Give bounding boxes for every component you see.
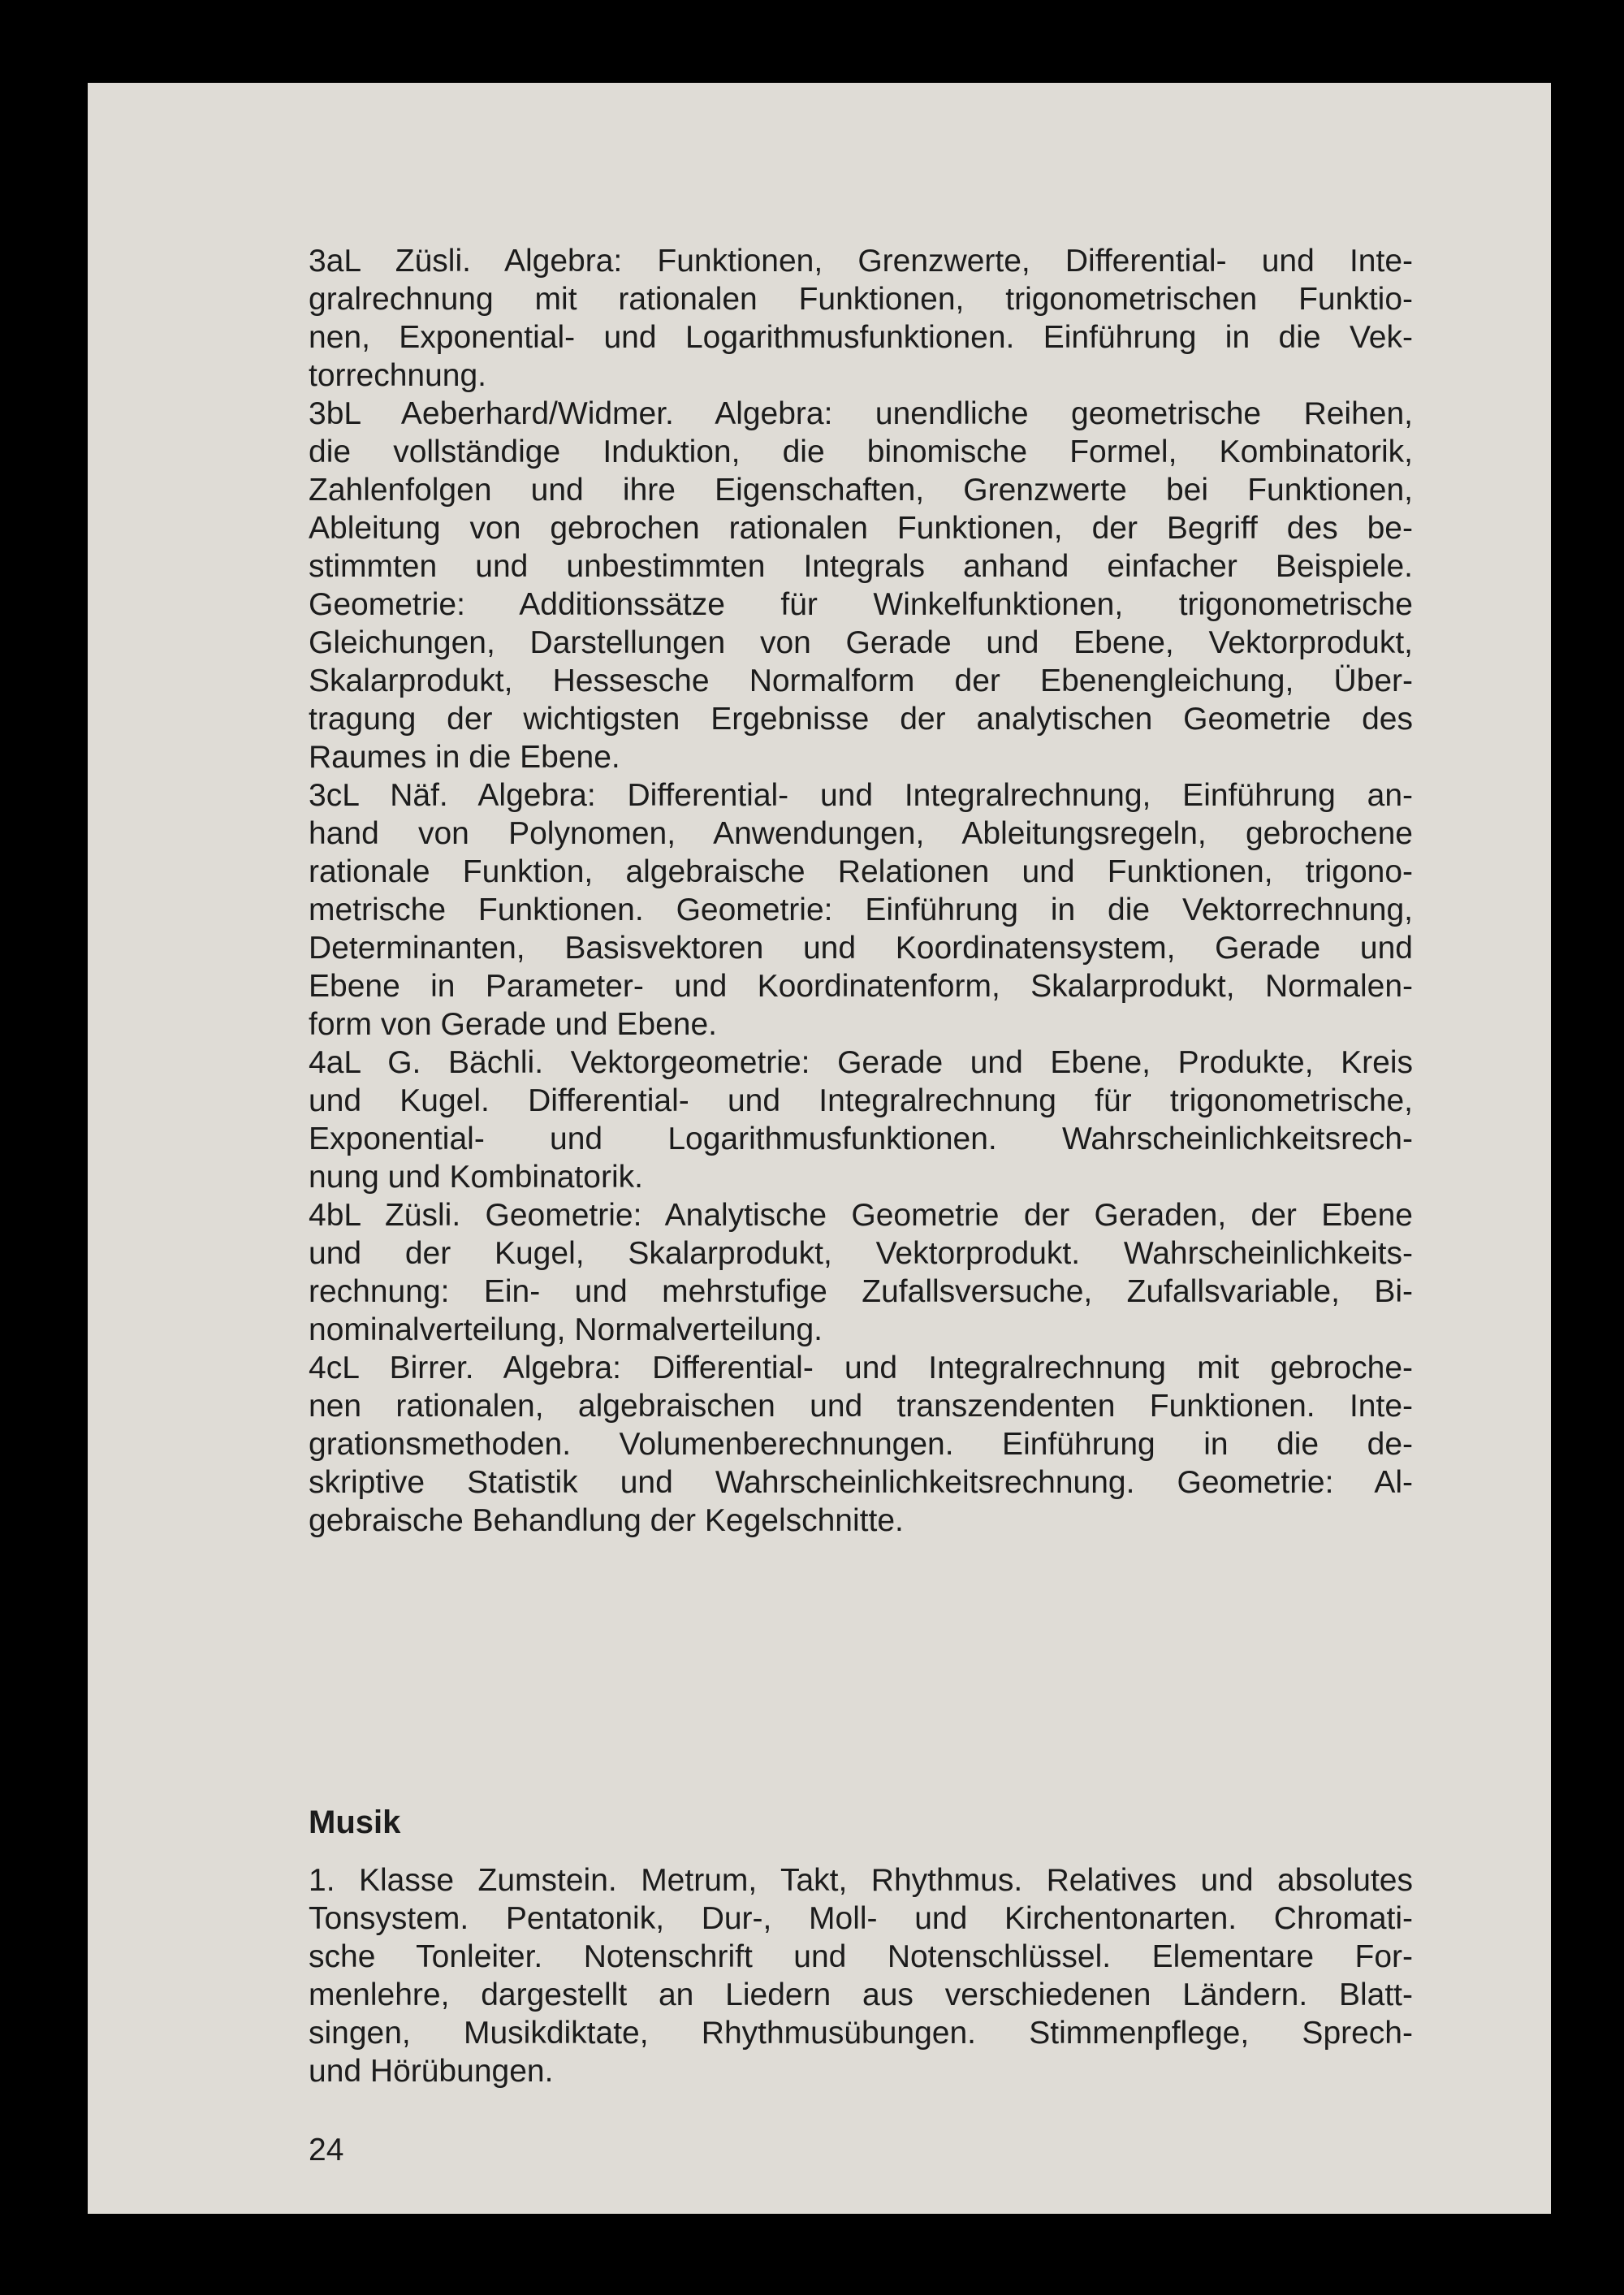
- text-line: 3cL Näf. Algebra: Differential- und Integralrechnung, Einführung an-: [309, 778, 1413, 813]
- text-line: Determinanten, Basisvektoren und Koordinatensystem, Gerade und: [309, 931, 1413, 966]
- text-line: metrische Funktionen. Geometrie: Einführung in die Vektorrechnung,: [309, 892, 1413, 927]
- text-line: rechnung: Ein- und mehrstufige Zufallsversuche, Zufallsvariable, Bi-: [309, 1274, 1413, 1309]
- text-line: sche Tonleiter. Notenschrift und Notenschlüssel. Elementare For-: [309, 1939, 1413, 1974]
- text-line: Skalarprodukt, Hessesche Normalform der Ebenengleichung, Über-: [309, 663, 1413, 698]
- text-line: Ableitung von gebrochen rationalen Funktionen, der Begriff des be-: [309, 511, 1413, 546]
- text-line: nen, Exponential- und Logarithmusfunktionen. Einführung in die Vek-: [309, 320, 1413, 355]
- text-line: rationale Funktion, algebraische Relationen und Funktionen, trigono-: [309, 854, 1413, 889]
- text-line: Gleichungen, Darstellungen von Gerade und Ebene, Vektorprodukt,: [309, 625, 1413, 660]
- text-line: 4aL G. Bächli. Vektorgeometrie: Gerade und Ebene, Produkte, Kreis: [309, 1045, 1413, 1080]
- text-line: nominalverteilung, Normalverteilung.: [309, 1312, 823, 1347]
- text-line: Zahlenfolgen und ihre Eigenschaften, Grenzwerte bei Funktionen,: [309, 473, 1413, 508]
- text-line: nen rationalen, algebraischen und transzendenten Funktionen. Inte-: [309, 1389, 1413, 1424]
- text-line: und der Kugel, Skalarprodukt, Vektorprodukt. Wahrscheinlichkeits-: [309, 1236, 1413, 1271]
- text-line: und Hörübungen.: [309, 2054, 554, 2089]
- text-line: gebraische Behandlung der Kegelschnitte.: [309, 1503, 904, 1538]
- text-line: Geometrie: Additionssätze für Winkelfunktionen, trigonometrische: [309, 587, 1413, 622]
- text-line: die vollständige Induktion, die binomische Formel, Kombinatorik,: [309, 434, 1413, 469]
- text-line: Raumes in die Ebene.: [309, 740, 620, 775]
- text-line: 1. Klasse Zumstein. Metrum, Takt, Rhythmus. Relatives und absolutes: [309, 1863, 1413, 1898]
- text-line: form von Gerade und Ebene.: [309, 1007, 717, 1042]
- text-line: 3bL Aeberhard/Widmer. Algebra: unendliche geometrische Reihen,: [309, 396, 1413, 431]
- text-line: Tonsystem. Pentatonik, Dur-, Moll- und Kirchentonarten. Chromati-: [309, 1901, 1413, 1936]
- text-line: tragung der wichtigsten Ergebnisse der analytischen Geometrie des: [309, 702, 1413, 737]
- text-line: 4bL Züsli. Geometrie: Analytische Geometrie der Geraden, der Ebene: [309, 1198, 1413, 1233]
- text-line: grationsmethoden. Volumenberechnungen. Einführung in die de-: [309, 1427, 1413, 1462]
- text-line: menlehre, dargestellt an Liedern aus verschiedenen Ländern. Blatt-: [309, 1977, 1413, 2012]
- text-line: Ebene in Parameter- und Koordinatenform, Skalarprodukt, Normalen-: [309, 969, 1413, 1004]
- text-line: 3aL Züsli. Algebra: Funktionen, Grenzwerte, Differential- und Inte-: [309, 244, 1413, 279]
- text-line: torrechnung.: [309, 358, 486, 393]
- page-number: 24: [309, 2133, 344, 2168]
- text-line: gralrechnung mit rationalen Funktionen, trigonometrischen Funktio-: [309, 282, 1413, 317]
- text-line: Exponential- und Logarithmusfunktionen. Wahrscheinlichkeitsrech-: [309, 1122, 1413, 1156]
- text-line: hand von Polynomen, Anwendungen, Ableitungsregeln, gebrochene: [309, 816, 1413, 851]
- text-line: und Kugel. Differential- und Integralrechnung für trigonometrische,: [309, 1083, 1413, 1118]
- text-line: singen, Musikdiktate, Rhythmusübungen. Stimmenpflege, Sprech-: [309, 2016, 1413, 2051]
- text-line: 4cL Birrer. Algebra: Differential- und Integralrechnung mit gebroche-: [309, 1351, 1413, 1385]
- text-line: nung und Kombinatorik.: [309, 1160, 643, 1195]
- text-line: skriptive Statistik und Wahrscheinlichkeitsrechnung. Geometrie: Al-: [309, 1465, 1413, 1500]
- section-heading: Musik: [309, 1804, 401, 1840]
- text-line: stimmten und unbestimmten Integrals anhand einfacher Beispiele.: [309, 549, 1413, 584]
- document-page: [88, 83, 1551, 2214]
